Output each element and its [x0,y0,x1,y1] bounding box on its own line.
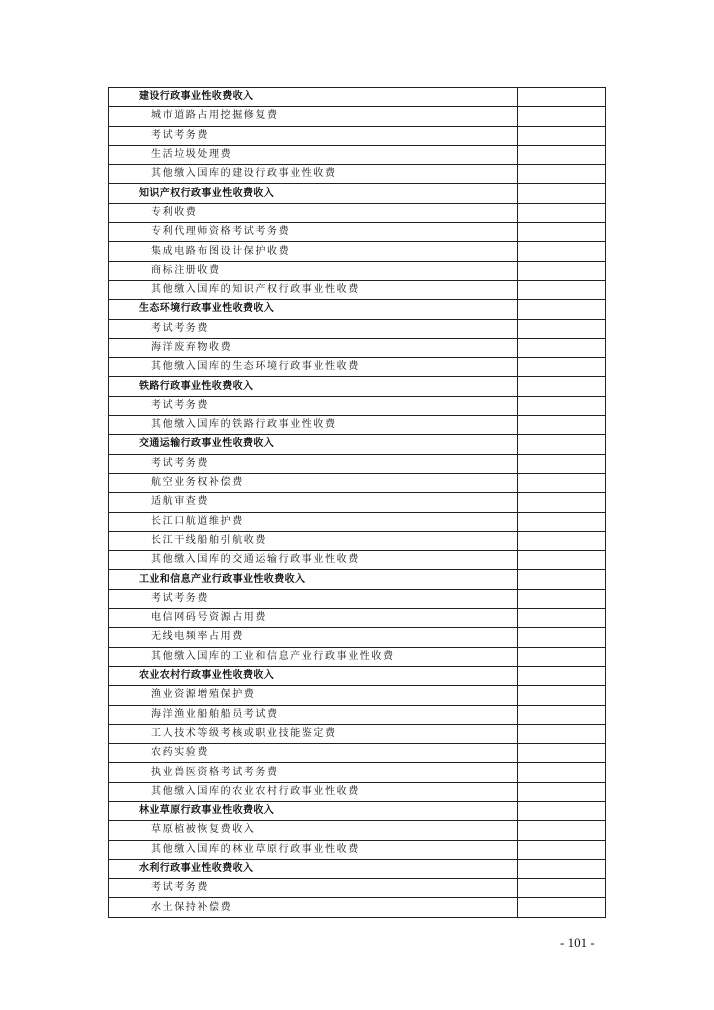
item-row [109,126,606,145]
item-label: 航空业务权补偿费 [109,473,518,492]
amount-cell [518,280,606,299]
amount-cell [518,493,606,512]
amount-cell [518,782,606,801]
item-label: 无线电频率占用费 [109,628,518,647]
item-label: 其他缴入国库的建设行政事业性收费 [109,165,518,184]
category-row [109,300,606,319]
item-row [109,879,606,898]
amount-cell [518,454,606,473]
amount-cell [518,763,606,782]
category-label: 铁路行政事业性收费收入 [109,377,518,396]
amount-cell [518,261,606,280]
item-label: 其他缴入国库的林业草原行政事业性收费 [109,840,518,859]
item-label: 长江干线船舶引航收费 [109,531,518,550]
item-row [109,319,606,338]
amount-cell [518,435,606,454]
item-row [109,358,606,377]
item-label: 其他缴入国库的工业和信息产业行政事业性收费 [109,647,518,666]
item-row [109,821,606,840]
amount-cell [518,512,606,531]
category-row [109,570,606,589]
category-label: 林业草原行政事业性收费收入 [109,801,518,820]
amount-cell [518,358,606,377]
amount-cell [518,859,606,878]
amount-cell [518,145,606,164]
item-label: 渔业资源增殖保护费 [109,686,518,705]
amount-cell [518,300,606,319]
category-label: 生态环境行政事业性收费收入 [109,300,518,319]
item-label: 水土保持补偿费 [109,898,518,917]
amount-cell [518,531,606,550]
amount-cell [518,88,606,107]
item-row [109,473,606,492]
item-label: 适航审查费 [109,493,518,512]
amount-cell [518,126,606,145]
item-label: 专利收费 [109,203,518,222]
item-label: 商标注册收费 [109,261,518,280]
amount-cell [518,570,606,589]
item-row [109,203,606,222]
amount-cell [518,589,606,608]
item-label: 其他缴入国库的知识产权行政事业性收费 [109,280,518,299]
category-row [109,184,606,203]
item-label: 工人技术等级考核或职业技能鉴定费 [109,724,518,743]
item-label: 其他缴入国库的农业农村行政事业性收费 [109,782,518,801]
item-row [109,898,606,917]
item-row [109,145,606,164]
item-row [109,512,606,531]
category-row [109,859,606,878]
amount-cell [518,666,606,685]
item-label: 农药实验费 [109,744,518,763]
item-row [109,589,606,608]
category-label: 水利行政事业性收费收入 [109,859,518,878]
amount-cell [518,338,606,357]
category-label: 农业农村行政事业性收费收入 [109,666,518,685]
amount-cell [518,724,606,743]
category-row [109,435,606,454]
amount-cell [518,879,606,898]
item-label: 考试考务费 [109,319,518,338]
amount-cell [518,744,606,763]
item-row [109,628,606,647]
item-row [109,338,606,357]
item-row [109,261,606,280]
item-row [109,705,606,724]
item-row [109,396,606,415]
amount-cell [518,416,606,435]
item-label: 电信网码号资源占用费 [109,609,518,628]
amount-cell [518,165,606,184]
item-row [109,763,606,782]
item-label: 长江口航道维护费 [109,512,518,531]
category-label: 知识产权行政事业性收费收入 [109,184,518,203]
item-row [109,107,606,126]
amount-cell [518,840,606,859]
fee-table [108,87,606,918]
amount-cell [518,898,606,917]
item-row [109,416,606,435]
item-label: 海洋废弃物收费 [109,338,518,357]
item-label: 考试考务费 [109,454,518,473]
amount-cell [518,377,606,396]
category-row [109,377,606,396]
item-label: 草原植被恢复费收入 [109,821,518,840]
amount-cell [518,705,606,724]
item-row [109,280,606,299]
category-label: 工业和信息产业行政事业性收费收入 [109,570,518,589]
item-label: 考试考务费 [109,879,518,898]
amount-cell [518,473,606,492]
item-row [109,609,606,628]
amount-cell [518,609,606,628]
amount-cell [518,686,606,705]
amount-cell [518,203,606,222]
amount-cell [518,223,606,242]
item-label: 考试考务费 [109,126,518,145]
item-row [109,724,606,743]
page-number: - 101 - [560,935,595,950]
item-label: 其他缴入国库的铁路行政事业性收费 [109,416,518,435]
item-label: 执业兽医资格考试考务费 [109,763,518,782]
amount-cell [518,821,606,840]
item-row [109,840,606,859]
item-label: 考试考务费 [109,396,518,415]
category-row [109,666,606,685]
item-row [109,647,606,666]
item-row [109,223,606,242]
amount-cell [518,551,606,570]
item-row [109,454,606,473]
amount-cell [518,628,606,647]
item-row [109,744,606,763]
amount-cell [518,647,606,666]
category-row [109,88,606,107]
item-label: 其他缴入国库的生态环境行政事业性收费 [109,358,518,377]
item-row [109,782,606,801]
item-row [109,531,606,550]
item-label: 其他缴入国库的交通运输行政事业性收费 [109,551,518,570]
item-row [109,242,606,261]
amount-cell [518,319,606,338]
amount-cell [518,801,606,820]
item-label: 海洋渔业船舶船员考试费 [109,705,518,724]
item-row [109,493,606,512]
item-label: 城市道路占用挖掘修复费 [109,107,518,126]
amount-cell [518,107,606,126]
category-row [109,801,606,820]
amount-cell [518,396,606,415]
item-label: 专利代理师资格考试考务费 [109,223,518,242]
item-label: 生活垃圾处理费 [109,145,518,164]
item-row [109,551,606,570]
item-label: 集成电路布图设计保护收费 [109,242,518,261]
fee-table-body [109,88,606,918]
category-label: 交通运输行政事业性收费收入 [109,435,518,454]
category-label: 建设行政事业性收费收入 [109,88,518,107]
amount-cell [518,184,606,203]
amount-cell [518,242,606,261]
item-row [109,686,606,705]
item-row [109,165,606,184]
item-label: 考试考务费 [109,589,518,608]
